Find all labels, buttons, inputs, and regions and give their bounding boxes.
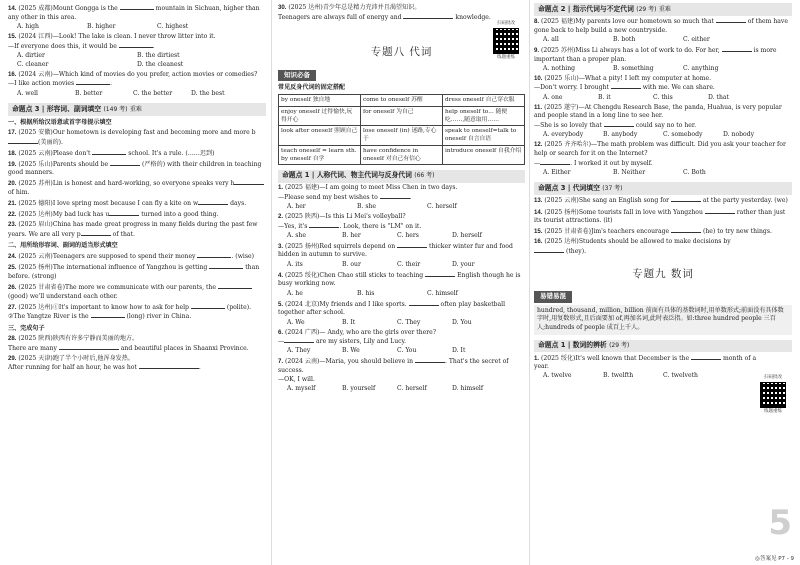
options-q3: A. its B. our C. their D. your xyxy=(287,260,475,268)
answer-blank[interactable] xyxy=(198,199,228,205)
q3: 3. (2025 扬州)Red squirrels depend on thicker winter fur and food hidden in autumn to survive. xyxy=(278,242,513,259)
section-tag: 知识必备 xyxy=(278,70,316,81)
column-left xyxy=(8,3,266,559)
q16: 16. (2024 云南)—Which kind of movies do you prefer, action movies or comedies? —I like action movies . xyxy=(8,70,258,88)
section-tag: 易错易混 xyxy=(534,291,572,302)
answer-blank[interactable] xyxy=(209,263,243,269)
answer-blank[interactable] xyxy=(705,208,735,214)
answer-blank[interactable] xyxy=(716,17,746,23)
qr-code-icon[interactable] xyxy=(493,28,519,54)
section-header-3: 命题点 3 | 代词填空 (37 考) xyxy=(534,182,792,195)
answer-blank[interactable] xyxy=(722,46,752,52)
qr-code-block[interactable]: 扫码批改 练题重练 xyxy=(491,21,521,62)
answer-blank[interactable] xyxy=(191,303,225,309)
subsection-title: 一、根据所给汉语意或首字母提示填空 xyxy=(8,119,112,126)
q4: 4. (2025 绥化)Chen Chao still sticks to teaching English though he is busy working now. xyxy=(278,271,521,288)
q14: 14. (2025 扬州)Some tourists fall in love with Yangzhou rather than just its tourist attractions. (it) xyxy=(534,208,786,225)
answer-blank[interactable] xyxy=(218,283,252,289)
options-q16: A. well B. better C. the better D. the best xyxy=(17,89,225,97)
q11: 11. (2025 遂宁)—At Chengdu Research Base, the panda, Huahua, is very popular and people stand in a long line to see her. —She is so lovely that could say no to her. xyxy=(534,103,782,130)
answer-blank[interactable] xyxy=(91,312,125,318)
q28: 28. (2025 陕西)陕西有许多宁静而美丽的地方。 There are many and beautiful places in Shaanxi Province. xyxy=(8,335,249,352)
options-q4: A. he B. his C. himself xyxy=(287,289,458,297)
answer-blank[interactable] xyxy=(109,210,139,216)
answer-blank[interactable] xyxy=(671,227,701,233)
answer-blank[interactable] xyxy=(139,363,199,369)
q14: 14. (2025 成都)Mount Gongga is the mountain in Sichuan, higher than any other in this area. xyxy=(8,5,260,22)
q20: 20. (2025 苏州)Lin is honest and hard-working, so everyone speaks very h of him. xyxy=(8,179,266,197)
options-q2: A. she B. her C. hers D. herself xyxy=(287,231,482,239)
q19: 19. (2025 乐山)Parents should be (严格的) with their children in teaching good manners. xyxy=(8,160,262,177)
subsection-title: 二、用所给形容词、副词的适当形式填空 xyxy=(8,242,118,250)
q10: 10. (2025 乐山)—What a pity! I left my computer at home. —Don't worry. I brought with me. We can share. xyxy=(534,74,715,92)
answer-blank[interactable] xyxy=(309,222,339,228)
answer-blank[interactable] xyxy=(611,83,641,89)
answer-blank[interactable] xyxy=(76,79,110,85)
section-header-2: 命题点 2 | 指示代词与不定代词 (29 考) 重难 xyxy=(534,3,792,16)
q21: 21. (2025 德阳)I love spring most because I can fly a kite on w days. xyxy=(8,200,247,208)
q23: 23. (2025 眉山)China has made great progress in many fields during the past few years. We are all very p of that. xyxy=(8,221,258,238)
answer-blank[interactable] xyxy=(403,13,453,19)
options-q6: A. They B. We C. You D. It xyxy=(287,347,466,355)
reflexive-pronoun-table: by oneself 独自地 come to oneself 苏醒 dress oneself 自己穿衣服 enjoy oneself 过得愉快,玩得开心 for oneself 为自己 help oneself to... 随便吃……,随意取用…… look after oneself 照顾自己 lose oneself (in) 迷路,专心于 speak to oneself=talk to oneself 自言自语 teach oneself = learn sth. by oneself 自学 have confidence in oneself 对自己有信心 introduce oneself 自我介绍 xyxy=(278,94,525,165)
options-q10: A. one B. it C. this D. that xyxy=(543,93,729,101)
q15: 15. (2025 甘肃省卷)Jim's teachers encourage (he) to try new things. xyxy=(534,228,772,236)
qr-code-block[interactable]: 扫码批改 练题重练 xyxy=(758,375,788,416)
answer-blank[interactable] xyxy=(425,271,455,277)
options-q5: A. We B. It C. They D. You xyxy=(287,318,472,326)
chapter-title: 专题九 数词 xyxy=(632,267,694,280)
options-q11: A. everybody B. anybody C. somebody D. nobody xyxy=(543,131,755,139)
page-number-watermark: 5 xyxy=(768,502,792,543)
answer-blank[interactable] xyxy=(397,242,427,248)
q24: 24. (2025 云南)Teenagers are supposed to spend their money . (wise) xyxy=(8,253,254,261)
q18: 18. (2025 云南)Please don't school. It's a rule. (……迟到) xyxy=(8,149,215,157)
footer-answer-ref: ◎答案见 P7 - 9 xyxy=(755,556,794,563)
q12: 12. (2025 齐齐哈尔)—The math problem was difficult. Did you ask your teacher for help or search for it on the Internet? — . I worked it out by myself. xyxy=(534,141,786,167)
answer-blank[interactable] xyxy=(234,179,264,185)
answer-blank[interactable] xyxy=(534,247,564,253)
q2: 2. (2025 陕西)—Is this Li Mei's volleyball? —Yes, it's . Look, there is "LM" on it. xyxy=(278,212,422,230)
q1: 1. (2025 福建)—I am going to meet Miss Chen in two days. —Please send my best wishes to . xyxy=(278,184,458,201)
options-q12: A. Either B. Neither C. Both xyxy=(543,168,706,176)
q6: 6. (2024 广西)— Andy, who are the girls over there? — are my sisters, Lily and Lucy. xyxy=(278,328,437,346)
section-header-1: 命题点 1 | 人称代词、物主代词与反身代词 (66 考) xyxy=(278,170,525,183)
chapter-title: 专题八 代词 xyxy=(370,45,433,58)
q7: 7. (2024 云南)—Maria, you should believe in . That's the secret of success. —OK, I will. xyxy=(278,358,509,383)
answer-blank[interactable] xyxy=(409,300,439,306)
table-title: 常见反身代词的固定搭配 xyxy=(278,83,346,91)
answer-blank[interactable] xyxy=(120,4,154,10)
answer-blank[interactable] xyxy=(604,121,634,127)
q25: 25. (2025 扬州)The international influence of Yangzhou is getting than before. (strong) xyxy=(8,264,260,281)
answer-blank[interactable] xyxy=(59,344,119,350)
options-q8: A. all B. both C. either xyxy=(543,35,710,43)
column-middle xyxy=(278,3,525,559)
options-q1: A. twelve B. twelfth C. twelveth xyxy=(543,372,698,380)
q17: 17. (2025 安徽)Our hometown is developing fast and becoming more and more b(美丽的). xyxy=(8,129,256,146)
options-q14: A. high B. higher C. highest xyxy=(17,23,189,31)
q27: 27. (2025 达州)①It's important to know how to ask for help (polite). ②The Yangtze River is the (long) river in China. xyxy=(8,303,252,321)
subsection-title: 三、完成句子 xyxy=(8,325,45,333)
options-q7: A. myself B. yourself C. herself D. himself xyxy=(287,384,484,392)
options-q9: A. nothing B. something C. anything xyxy=(543,64,719,72)
options-q15: A. dirtier B. the dirtiest C. cleaner D. the cleanest xyxy=(17,52,184,68)
answer-blank[interactable] xyxy=(197,252,231,258)
q5: 5. (2024 北京)My friends and I like sports. often play basketball together after school. xyxy=(278,300,506,317)
q26: 26. (2025 甘肃省卷)The more we communicate with our parents, the (good) we'll understand each other. xyxy=(8,283,266,301)
q8: 8. (2025 福建)My parents love our hometown so much that of them have gone back to help build a new countryside. xyxy=(534,18,788,34)
q9: 9. (2025 苏州)Miss Li always has a lot of work to do. For her, is more important than a proper plan. xyxy=(534,46,777,63)
q22: 22. (2025 达州)My bad luck has u turned into a good thing. xyxy=(8,211,219,219)
q30: 30. (2025 达州)青少年总是精力充沛并且渴望知识。 Teenagers are always full of energy and knowledge. xyxy=(278,4,491,22)
answer-blank[interactable] xyxy=(110,160,140,166)
column-right xyxy=(534,3,792,559)
section-header-3: 命题点 3 | 形容词、副词填空 (149 考) 重难 xyxy=(8,103,266,116)
answer-blank[interactable] xyxy=(8,138,38,144)
answer-blank[interactable] xyxy=(671,196,701,202)
answer-blank[interactable] xyxy=(81,230,111,236)
q15: 15. (2024 江西)—Look! The lake is clean. I never throw litter into it. —If everyone does this, it would be . xyxy=(8,33,216,50)
qr-code-icon[interactable] xyxy=(760,382,786,408)
q1: 1. (2025 绥化)It's well known that December is the month of a year. xyxy=(534,354,757,371)
answer-blank[interactable] xyxy=(119,42,153,48)
answer-blank[interactable] xyxy=(540,159,570,165)
answer-blank[interactable] xyxy=(415,357,445,363)
answer-blank[interactable] xyxy=(92,149,126,155)
answer-blank[interactable] xyxy=(284,337,314,343)
q13: 13. (2025 云南)She sang an English song for at the party yesterday. (we) xyxy=(534,197,788,205)
q16: 16. (2025 达州)Students should be allowed to make decisions by (they). xyxy=(534,238,731,255)
section-header-1: 命题点 1 | 数词的辨析 (29 考) xyxy=(534,340,792,353)
note-box: hundred, thousand, million, billion 前面有具体的基数词时,用单数形式;前面没有具体数字时,用复数形式,且后面要加 of,再加名词,此时表泛指。如:three hundred people 三百人;hundreds of people 成百上千人。 xyxy=(534,305,792,335)
answer-blank[interactable] xyxy=(380,193,410,199)
options-q1: A. her B. she C. herself xyxy=(287,202,457,210)
q29: 29. (2025 天津)跑了半个小时后,他浑身发热。 After running for half an hour, he was hot . xyxy=(8,354,201,372)
answer-blank[interactable] xyxy=(691,354,721,360)
